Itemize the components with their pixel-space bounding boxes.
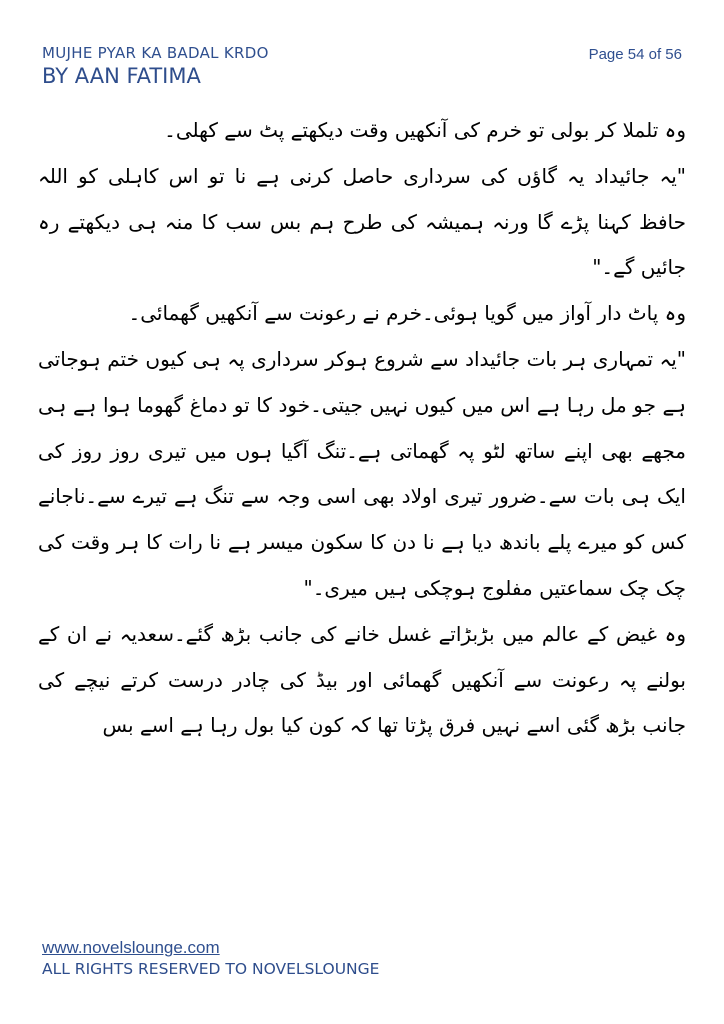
website-link[interactable]: www.novelslounge.com — [42, 938, 220, 957]
author-line: BY AAN FATIMA — [42, 64, 201, 88]
rights-notice: ALL RIGHTS RESERVED TO NOVELSLOUNGE — [42, 960, 380, 978]
paragraph: وہ پاٹ دار آواز میں گویا ہوئی۔خرم نے رعونت سے آنکھیں گھمائی۔ — [128, 301, 686, 326]
story-text — [38, 108, 686, 749]
paragraph: وہ تلملا کر بولی تو خرم کی آنکھیں وقت دیکھتے پٹ سے کھلی۔ — [164, 118, 686, 142]
novel-title: MUJHE PYAR KA BADAL KRDO — [42, 44, 269, 62]
paragraph: وہ غیض کے عالم میں بڑبڑاتے غسل خانے کی جانب بڑھ گئے۔سعدیہ نے ان کے بولنے پہ رعونت سے آنکھیں گھمائی اور بیڈ کی چادر درست کرتے نیچے کی جانب بڑھ گئی اسے نہیں فرق پڑتا تھا کہ کون کیا بول رہا ہے اسے بس — [38, 621, 686, 738]
page-footer — [42, 938, 682, 988]
page-number: Page 54 of 56 — [588, 46, 682, 63]
paragraph: "یہ تمہاری ہر بات جائیداد سے شروع ہوکر سرداری پہ ہی کیوں ختم ہوجاتی ہے جو مل رہا ہے اس میں کیوں نہیں جیتی۔خود کا تو دماغ گھوما ہوا ہے ہی مجھے بھی اپنے ساتھ لٹو پہ گھماتی ہے۔تنگ آگیا ہوں میں تیری روز روز کی ایک ہی بات سے۔ضرور تیری اولاد بھی اسی وجہ سے تنگ ہے تیرے سے۔ناجانے کس کو میرے پلے باندھ دیا ہے نا دن کا سکون میسر ہے نا رات کا ہر وقت کی چک چک سماعتیں مفلوج ہوچکی ہیں میری۔" — [38, 346, 686, 600]
paragraph: "یہ جائیداد یہ گاؤں کی سرداری حاصل کرنی ہے نا تو اس کاہلی کو اللہ حافظ کہنا پڑے گا ورنہ ہمیشہ کی طرح ہم بس سب کا منہ ہی دیکھتے رہ جائیں گے۔" — [38, 163, 686, 280]
page-header — [42, 44, 682, 94]
